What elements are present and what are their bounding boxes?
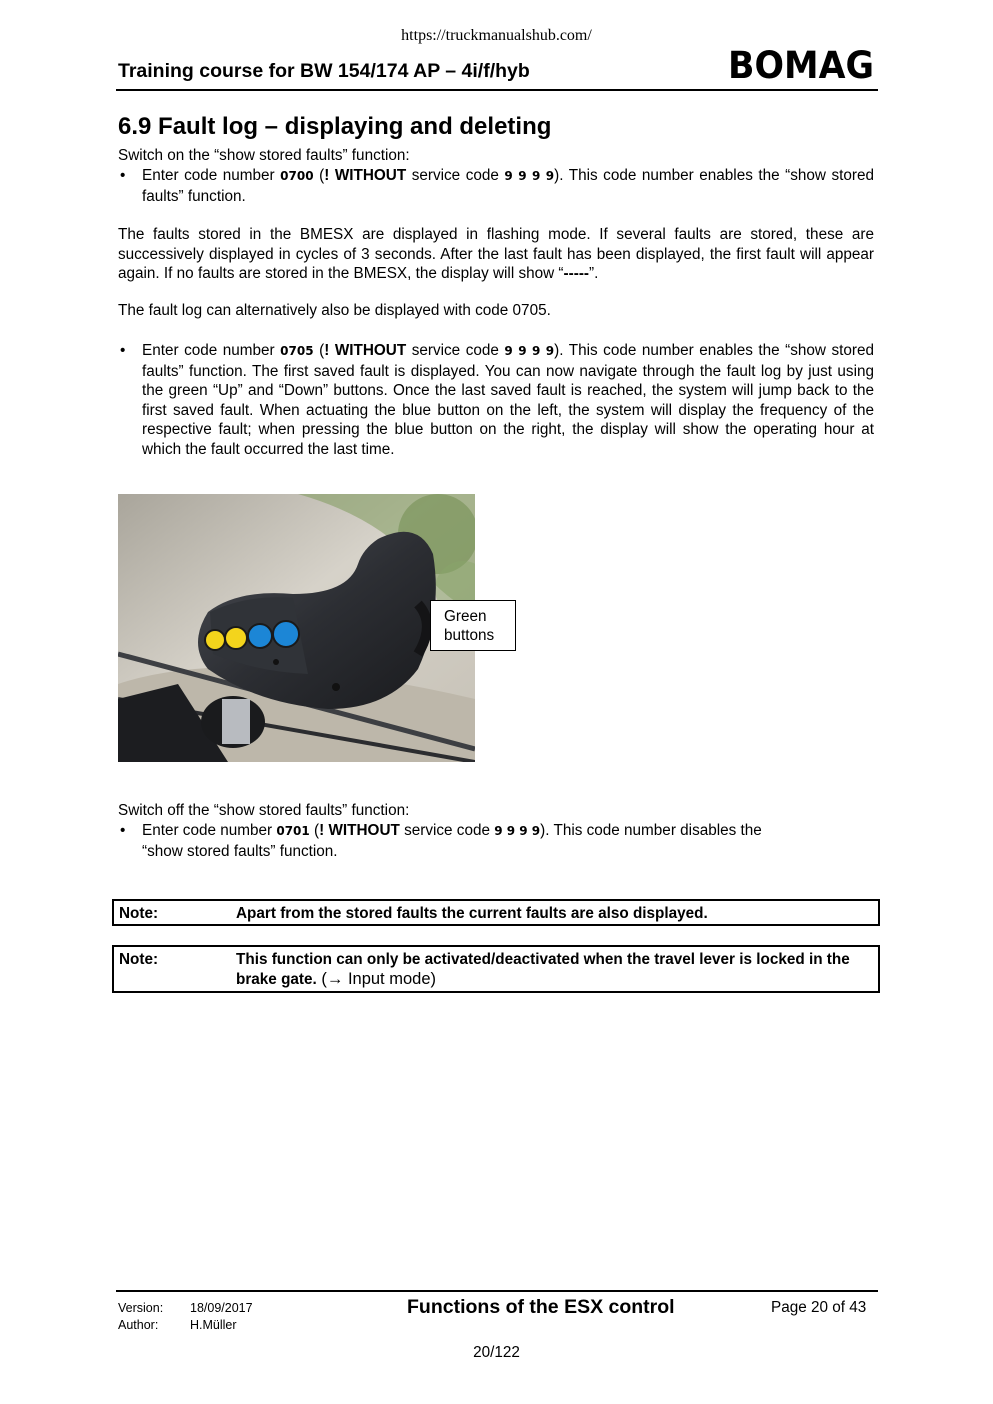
author-label: Author: [118,1318,159,1332]
without-label: ! WITHOUT [324,342,407,359]
switch-on-bullet: • Enter code number 0700 (! WITHOUT service code 9 9 9 9). This code number enables the “show stored faults” function. [120,167,875,205]
without-label: ! WITHOUT [324,167,407,184]
service-code: 9 9 9 9 [504,169,555,183]
note-label: Note: [119,905,159,922]
note-text: This function can only be activated/deactivated when the travel lever is locked in the brake gate. [236,951,850,988]
note-label: Note: [119,951,159,968]
code-number: 0700 [280,169,314,183]
svg-text:BOMAG: BOMAG [728,46,874,82]
note-text: Apart from the stored faults the current faults are also displayed. [236,905,708,922]
footer-rule [116,1290,878,1292]
version-label: Version: [118,1301,164,1315]
version-value: 18/09/2017 [190,1301,253,1315]
alternative-paragraph: The fault log can alternatively also be displayed with code 0705. [118,302,551,319]
section-heading: 6.9 Fault log – displaying and deleting [118,113,552,140]
bullet-dot: • [120,822,126,839]
bomag-logo [726,46,876,87]
page-indicator: Page 20 of 43 [771,1299,867,1316]
note-box [112,945,880,993]
code-number: 0705 [280,344,314,358]
service-code: 9 9 9 9 [504,344,555,358]
note-suffix: (→ Input mode) [316,969,436,988]
alternative-bullet: • Enter code number 0705 (! WITHOUT service code 9 9 9 9). This code number enables the “show stored faults” function. The first saved fault is displayed. You can now navigate through the fault log by just using the green “Up” and “Down” buttons. Once the last saved fault is reached, the system will jump back to the first saved fault. When actuating the blue button on the left, the system will display the frequency of the respective fault; when pressing the blue button on the right, the display will show the operating hour at which the fault occurred the last time. [120,342,875,458]
callout-line-1: Green [444,608,487,625]
author-value: H.Müller [190,1318,237,1332]
switch-off-bullet: • Enter code number 0701 (! WITHOUT service code 9 9 9 9). This code number disables the “show stored faults” function. [120,822,762,860]
footer-title: Functions of the ESX control [407,1296,675,1318]
service-code: 9 9 9 9 [494,824,541,838]
header-rule [116,89,878,91]
bullet-dot: • [120,167,126,184]
switch-off-intro: Switch off the “show stored faults” function: [118,802,410,819]
page-number: 20/122 [473,1344,520,1361]
note-box [112,899,880,926]
bullet-dot: • [120,342,126,359]
source-url: https://truckmanualshub.com/ [401,27,592,44]
switch-on-intro: Switch on the “show stored faults” function: [118,147,410,164]
without-label: ! WITHOUT [319,822,400,839]
empty-display-dashes: ----- [563,265,590,282]
green-buttons-callout [430,600,516,651]
joystick-photo [118,494,475,762]
display-paragraph: The faults stored in the BMESX are displayed in flashing mode. If several faults are stored, these are successively displayed in cycles of 3 seconds. After the last fault has been displayed, the first fault will appear again. If no faults are stored in the BMESX, the display will show “-----”. [118,226,874,282]
code-number: 0701 [276,824,310,838]
document-title: Training course for BW 154/174 AP – 4i/f/hyb [118,60,530,82]
callout-line-2: buttons [444,627,495,644]
